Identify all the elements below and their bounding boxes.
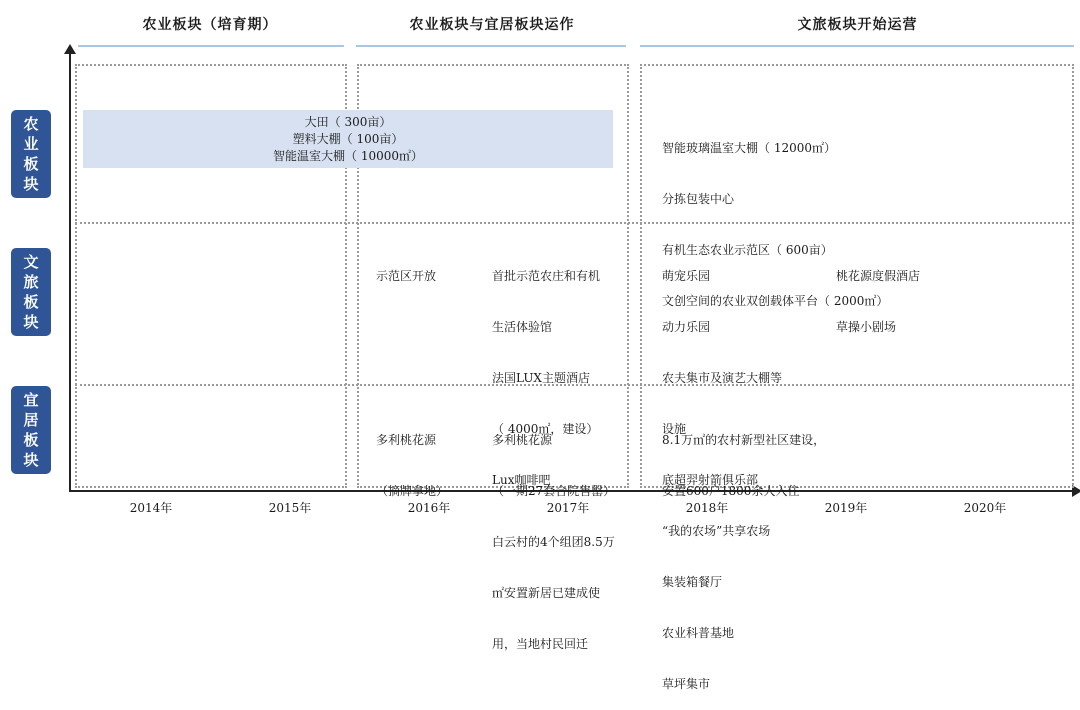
row-divider xyxy=(75,222,1074,224)
year-label-2014: 2014年 xyxy=(129,501,173,515)
year-label-2020: 2020年 xyxy=(963,501,1007,515)
phase-underline xyxy=(78,45,344,47)
year-label-2017: 2017年 xyxy=(546,501,590,515)
year-label-2016: 2016年 xyxy=(407,501,451,515)
year-label-2019: 2019年 xyxy=(824,501,868,515)
phase-title-agri-and-living: 农业板块与宜居板块运作 xyxy=(409,17,575,33)
y-axis-line xyxy=(69,52,71,492)
living-2018-list: 8.1万㎡的农村新型社区建设， 安置600户1800余人入住 xyxy=(662,433,826,498)
row-label-agriculture: 农 业 板 块 xyxy=(11,110,51,198)
phase-title-agri-cultivation: 农业板块（培育期） xyxy=(142,17,278,33)
phase-title-tourism-operation: 文旅板块开始运营 xyxy=(797,17,918,33)
living-2017-list: 多利桃花源 （一期27套合院售罄） 白云村的4个组团8.5万 ㎡安置新居已建成使 用，当地村民回迁 xyxy=(492,433,616,651)
living-2016-list: 多利桃花源 （摘牌拿地） xyxy=(376,433,449,498)
tour-2018-list: 萌宠乐园 动力乐园 农夫集市及演艺大棚等 设施 底超羿射箭俱乐部 “我的农场”共享农场 集装箱餐厅 农业科普基地 草坪集市 xyxy=(662,269,783,691)
tour-2016-list: 示范区开放 xyxy=(376,269,437,283)
agri-2018-list: 智能玻璃温室大棚（ 12000㎡） 分拣包装中心 有机生态农业示范区（ 600亩） 文创空间的农业双创载体平台（ 2000㎡） xyxy=(662,141,889,308)
phase-underline xyxy=(356,45,626,47)
tour-2019-list: 桃花源度假酒店 草操小剧场 xyxy=(836,269,921,334)
row-label-tourism: 文 旅 板 块 xyxy=(11,248,51,336)
year-label-2018: 2018年 xyxy=(685,501,729,515)
year-label-2015: 2015年 xyxy=(268,501,312,515)
agri-initial-band: 大田（ 300亩） 塑料大棚（ 100亩） 智能温室大棚（ 10000㎡） xyxy=(83,110,613,168)
row-label-living: 宜 居 板 块 xyxy=(11,386,51,474)
y-axis-arrow xyxy=(64,44,76,54)
tour-2017-list: 首批示范农庄和有机 生活体验馆 法国LUX主题酒店 （ 4000㎡，建设） Lux咖啡吧 xyxy=(492,269,601,487)
phase-underline xyxy=(640,45,1074,47)
